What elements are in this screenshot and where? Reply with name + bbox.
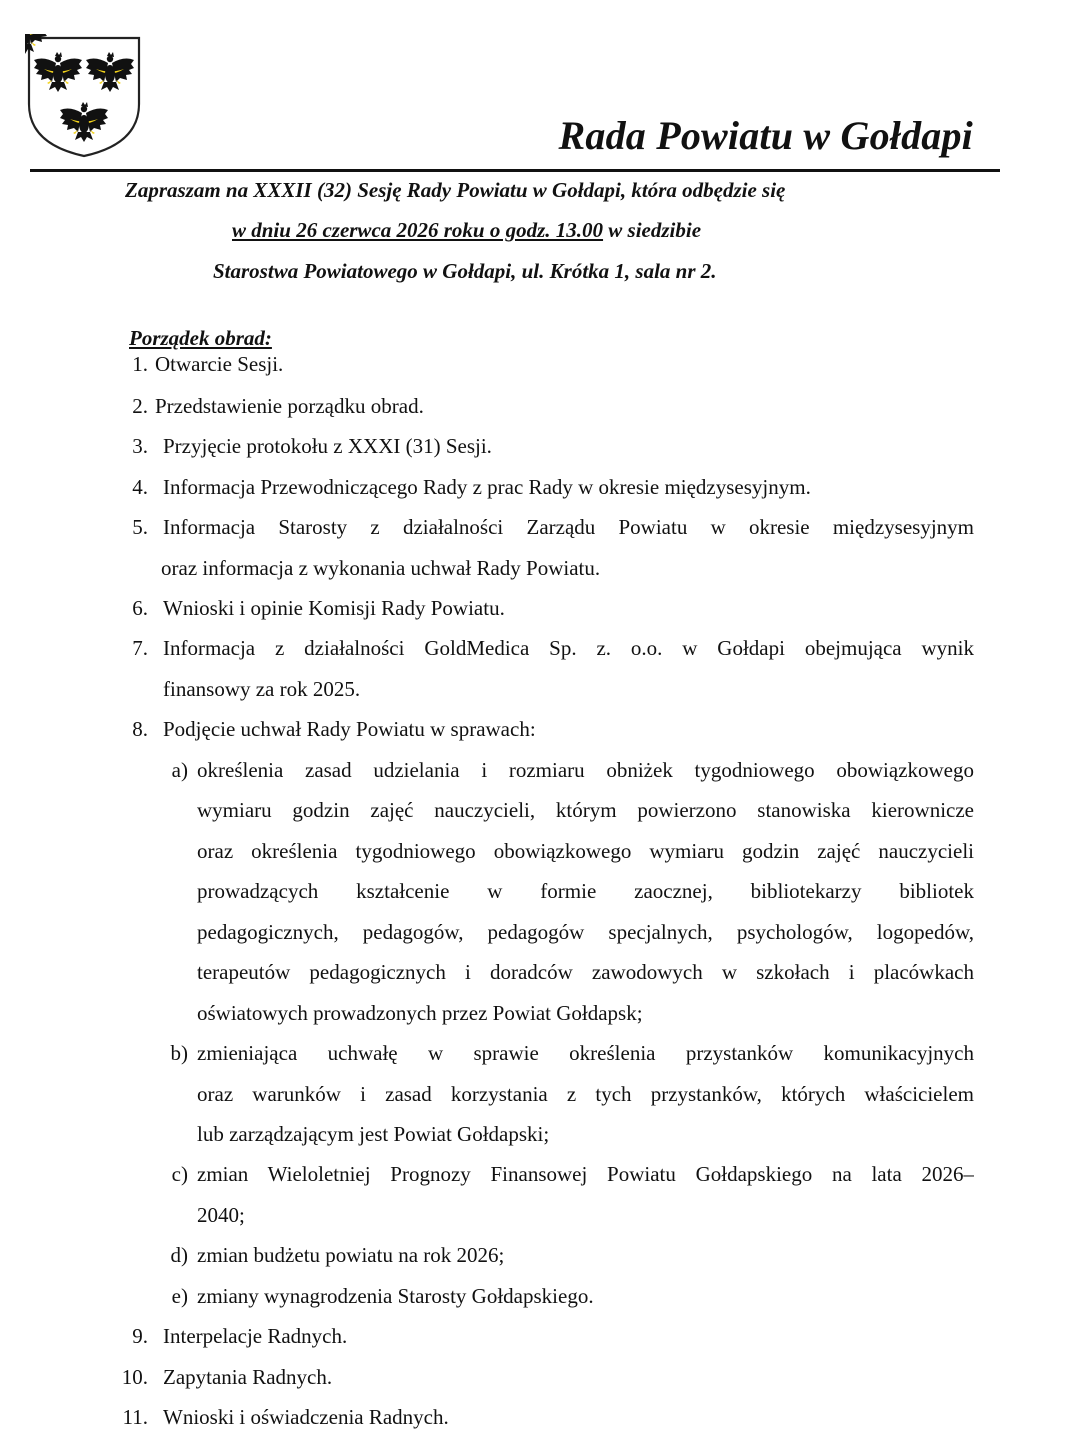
subitem-text: pedagogicznych, pedagogów, pedagogów specjalnych, psychologów, logopedów, [197,920,974,944]
agenda-item-number: 8. [132,717,148,741]
agenda-item-number: 1. [132,352,148,376]
subitem-letter: b) [170,1041,188,1065]
agenda-item-number: 11. [122,1405,148,1429]
agenda-item-text: Przyjęcie protokołu z XXXI (31) Sesji. [163,434,492,458]
subitem-text: oraz określenia tygodniowego obowiązkowego wymiaru godzin zajęć nauczycieli [197,839,974,863]
subitem-letter: c) [171,1162,188,1186]
agenda-item-text: Otwarcie Sesji. [155,352,284,376]
agenda-item-number: 9. [132,1324,148,1348]
invitation-line-2-rest: w siedzibie [603,218,702,242]
subitem-text: określenia zasad udzielania i rozmiaru obniżek tygodniowego obowiązkowego [197,758,974,782]
invitation-line-2 [232,218,701,243]
agenda-item-text: Wnioski i opinie Komisji Rady Powiatu. [163,596,505,620]
agenda-item-number: 4. [132,475,148,499]
agenda-item-text: Interpelacje Radnych. [163,1324,348,1348]
agenda-item-number: 3. [132,434,148,458]
agenda-item-number: 5. [132,515,148,539]
agenda-heading: Porządek obrad: [129,326,272,350]
subitem-text: zmieniająca uchwałę w sprawie określenia przystanków komunikacyjnych [197,1041,974,1065]
subitem-text: oraz warunków i zasad korzystania z tych przystanków, których właścicielem [197,1082,974,1106]
agenda-item-number: 6. [132,596,148,620]
council-title: Rada Powiatu w Gołdapi [558,113,973,158]
subitem-text: oświatowych prowadzonych przez Powiat Gołdapsk; [197,1001,643,1025]
subitem-text: wymiaru godzin zajęć nauczycieli, którym powierzono stanowiska kierownicze [197,798,974,822]
subitem-letter: a) [171,758,188,782]
agenda-item-number: 7. [132,636,148,660]
agenda-item-text: finansowy za rok 2025. [163,677,361,701]
subitem-text: 2040; [197,1203,245,1227]
agenda-item-text: Informacja Przewodniczącego Rady z prac Rady w okresie międzysesyjnym. [163,475,811,499]
invitation-line-1: Zapraszam na XXXII (32) Sesję Rady Powiatu w Gołdapi, która odbędzie się [125,178,786,202]
subitem-letter: d) [170,1243,188,1267]
agenda-item-number: 2. [132,394,148,418]
subitem-text: lub zarządzającym jest Powiat Gołdapski; [197,1122,550,1146]
agenda-item-text: Informacja Starosty z działalności Zarządu Powiatu w okresie międzysesyjnym [163,515,974,539]
subitem-text: zmian Wieloletniej Prognozy Finansowej Powiatu Gołdapskiego na lata 2026– [197,1162,974,1186]
agenda-item-text: Przedstawienie porządku obrad. [155,394,424,418]
agenda-item-number: 10. [121,1365,148,1389]
agenda-item-text: Podjęcie uchwał Rady Powiatu w sprawach: [163,717,536,741]
header-divider [30,169,1000,172]
subitem-text: prowadzących kształcenie w formie zaocznej, bibliotekarzy bibliotek [197,879,974,903]
subitem-text: terapeutów pedagogicznych i doradców zawodowych w szkołach i placówkach [197,960,974,984]
subitem-letter: e) [171,1284,188,1308]
subitem-text: zmiany wynagrodzenia Starosty Gołdapskiego. [197,1284,594,1308]
coat-of-arms-icon [25,34,143,160]
agenda-item-text: Zapytania Radnych. [163,1365,333,1389]
agenda-item-text: Wnioski i oświadczenia Radnych. [163,1405,449,1429]
agenda-item-text: oraz informacja z wykonania uchwał Rady Powiatu. [161,556,601,580]
subitem-text: zmian budżetu powiatu na rok 2026; [197,1243,505,1267]
agenda-item-text: Informacja z działalności GoldMedica Sp. z. o.o. w Gołdapi obejmująca wynik [163,636,974,660]
invitation-line-3: Starostwa Powiatowego w Gołdapi, ul. Krótka 1, sala nr 2. [213,259,717,283]
session-date-time: w dniu 26 czerwca 2026 roku o godz. 13.00 [232,218,604,242]
